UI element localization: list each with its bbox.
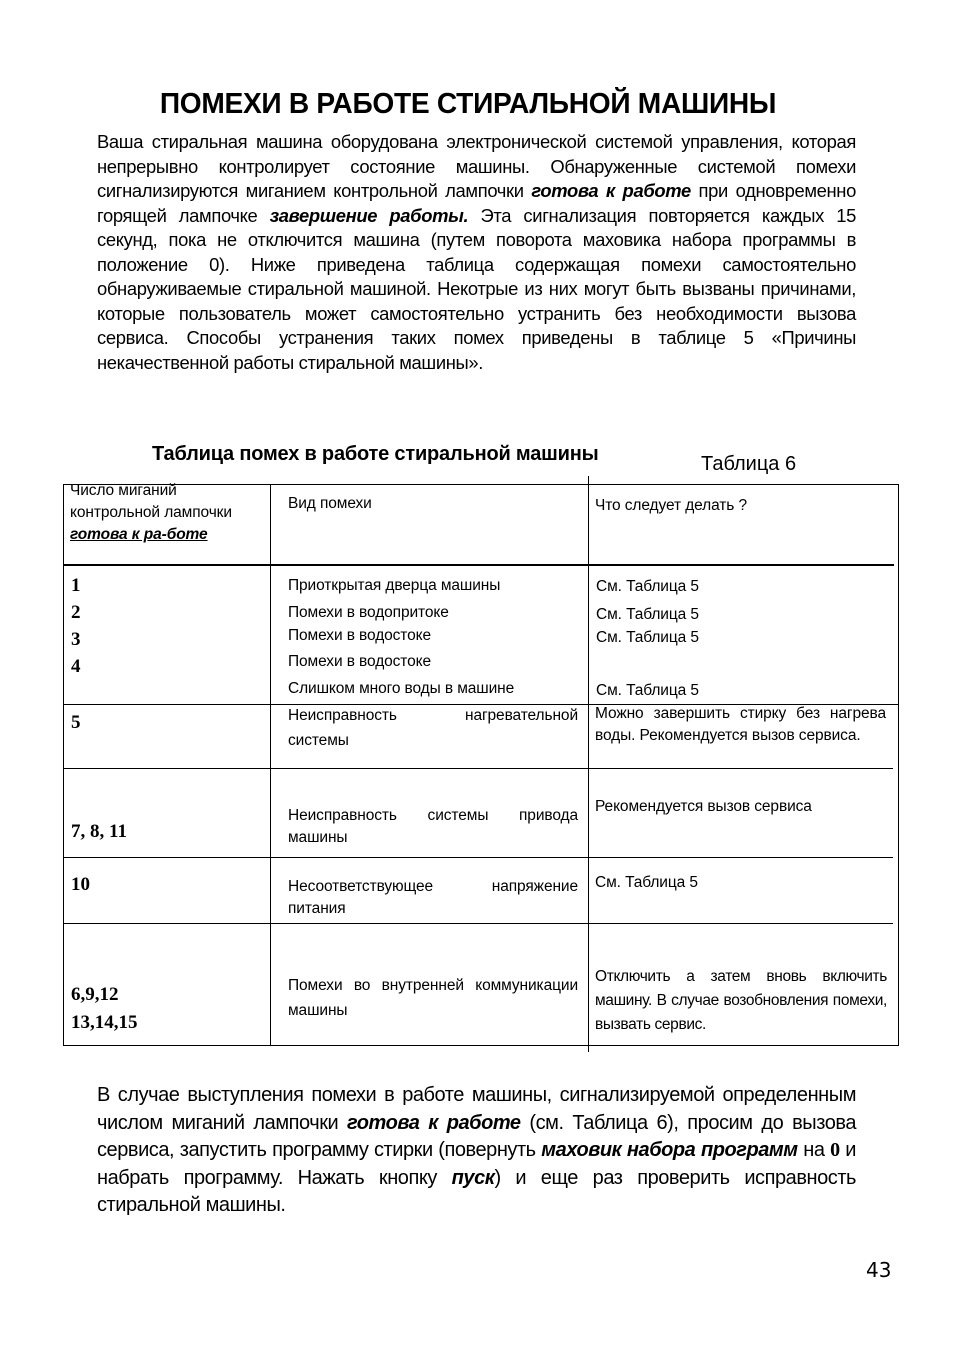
table-header-divider [63, 564, 894, 566]
table-number: Таблица 6 [701, 453, 797, 475]
action-text: Рекомендуется вызов сервиса [595, 798, 812, 815]
table-col-divider [588, 476, 589, 1052]
flash-count: 1 [71, 575, 81, 596]
action-text: См. Таблица 5 [596, 578, 699, 595]
ready-lamp-term: готова к работе [347, 1111, 521, 1134]
ready-lamp-term: готова к работе [531, 180, 691, 201]
outro-text: на [797, 1139, 831, 1161]
finish-lamp-term: завершение работы. [269, 204, 469, 226]
program-dial-term: маховик набора программ [541, 1139, 798, 1161]
fault-text: Помехи в водопритоке [288, 604, 449, 621]
outro-text: В случае выступления помехи в работе машины, сигнализируемой определенным числом миганий лампочки [97, 1084, 856, 1134]
outro-paragraph [97, 1082, 856, 1220]
flash-count: 4 [71, 656, 81, 677]
table-border-left [63, 484, 64, 1046]
fault-text: Приоткрытая дверца машины [288, 577, 501, 594]
intro-text: при одновременно горящей лампочке [97, 180, 856, 226]
action-text: См. Таблица 5 [595, 874, 698, 891]
header-fault-type: Вид помехи [288, 495, 372, 512]
intro-paragraph [97, 130, 856, 375]
fault-text-inner: Помехи во внутренней коммуникации машины [288, 977, 578, 1019]
flash-count: 7, 8, 11 [71, 821, 127, 842]
outro-text: (см. Таблица 6), просим до вызова сервиса, запустить программу стирки (повернуть [97, 1111, 856, 1161]
table-border-bottom [63, 1045, 899, 1046]
fault-text: Неисправность нагревательной системы [288, 707, 578, 749]
table-col-divider [270, 484, 271, 1046]
action-text: См. Таблица 5 [596, 629, 699, 646]
action-text: См. Таблица 5 [596, 606, 699, 623]
fault-text: Помехи в водостоке [288, 653, 432, 670]
header-action: Что следует делать ? [595, 497, 747, 514]
fault-text [288, 973, 578, 1023]
intro-text: Эта сигнализация повторяется каждых 15 секунд, пока не отключится машина (путем поворота маховика набора программы в положение 0). Ниже приведена таблица содержащая помехи самостоятельно обнаруживаемые стиральной машиной. Некотрые из них могут быть вызваны причинами, которые пользователь может самостоятельно устранить без необходимости вызова сервиса. Способы устранения таких помех приведены в таблице 5 «Причины некачественной работы стиральной машины». [97, 204, 856, 373]
flash-count: 6,9,12 [71, 984, 119, 1005]
action-text: См. Таблица 5 [596, 682, 699, 699]
flash-count: 2 [71, 602, 81, 623]
page-title: ПОМЕХИ В РАБОТЕ СТИРАЛЬНОЙ МАШИНЫ [159, 88, 777, 120]
action-text: Отключить а затем вновь включить машину. В случае возобновления помехи, вызвать сервис. [595, 968, 887, 1033]
outro-text: ) и еще раз проверить исправность стиральной машины. [97, 1166, 857, 1216]
table-border-right [898, 484, 899, 1046]
intro-text: Ваша стиральная машина оборудована электронической системой управления, которая непрерывно контролирует состояние машины. Обнаруженные системой помехи сигнализируются миганием контрольной лампочки [97, 131, 856, 201]
header-flashes [70, 480, 260, 546]
fault-text: Слишком много воды в машине [288, 680, 515, 697]
fault-text: Неисправность системы привода машины [288, 807, 578, 846]
start-button-term: пуск [451, 1166, 495, 1189]
flash-count: 13,14,15 [71, 1012, 138, 1033]
table-row-divider [63, 857, 893, 858]
header-flashes-text: Число миганий контрольной лампочки [70, 482, 232, 521]
table-caption: Таблица помех в работе стиральной машины [152, 443, 599, 465]
flash-count: 3 [71, 629, 81, 650]
table-row-divider [63, 768, 893, 769]
table-row-divider [63, 923, 893, 924]
page-number: 43 [866, 1258, 892, 1282]
fault-text: Несоответствующее напряжение питания [288, 878, 578, 917]
zero-position: 0 [830, 1139, 840, 1161]
flash-count: 10 [71, 874, 90, 895]
action-text: Можно завершить стирку без нагрева воды. Рекомендуется вызов сервиса. [595, 705, 886, 744]
outro-text: и набрать программу. Нажать кнопку [97, 1139, 856, 1189]
flash-count: 5 [71, 712, 81, 733]
header-flashes-em: готова к ра-боте [70, 526, 208, 543]
fault-text: Помехи в водостоке [288, 627, 432, 644]
